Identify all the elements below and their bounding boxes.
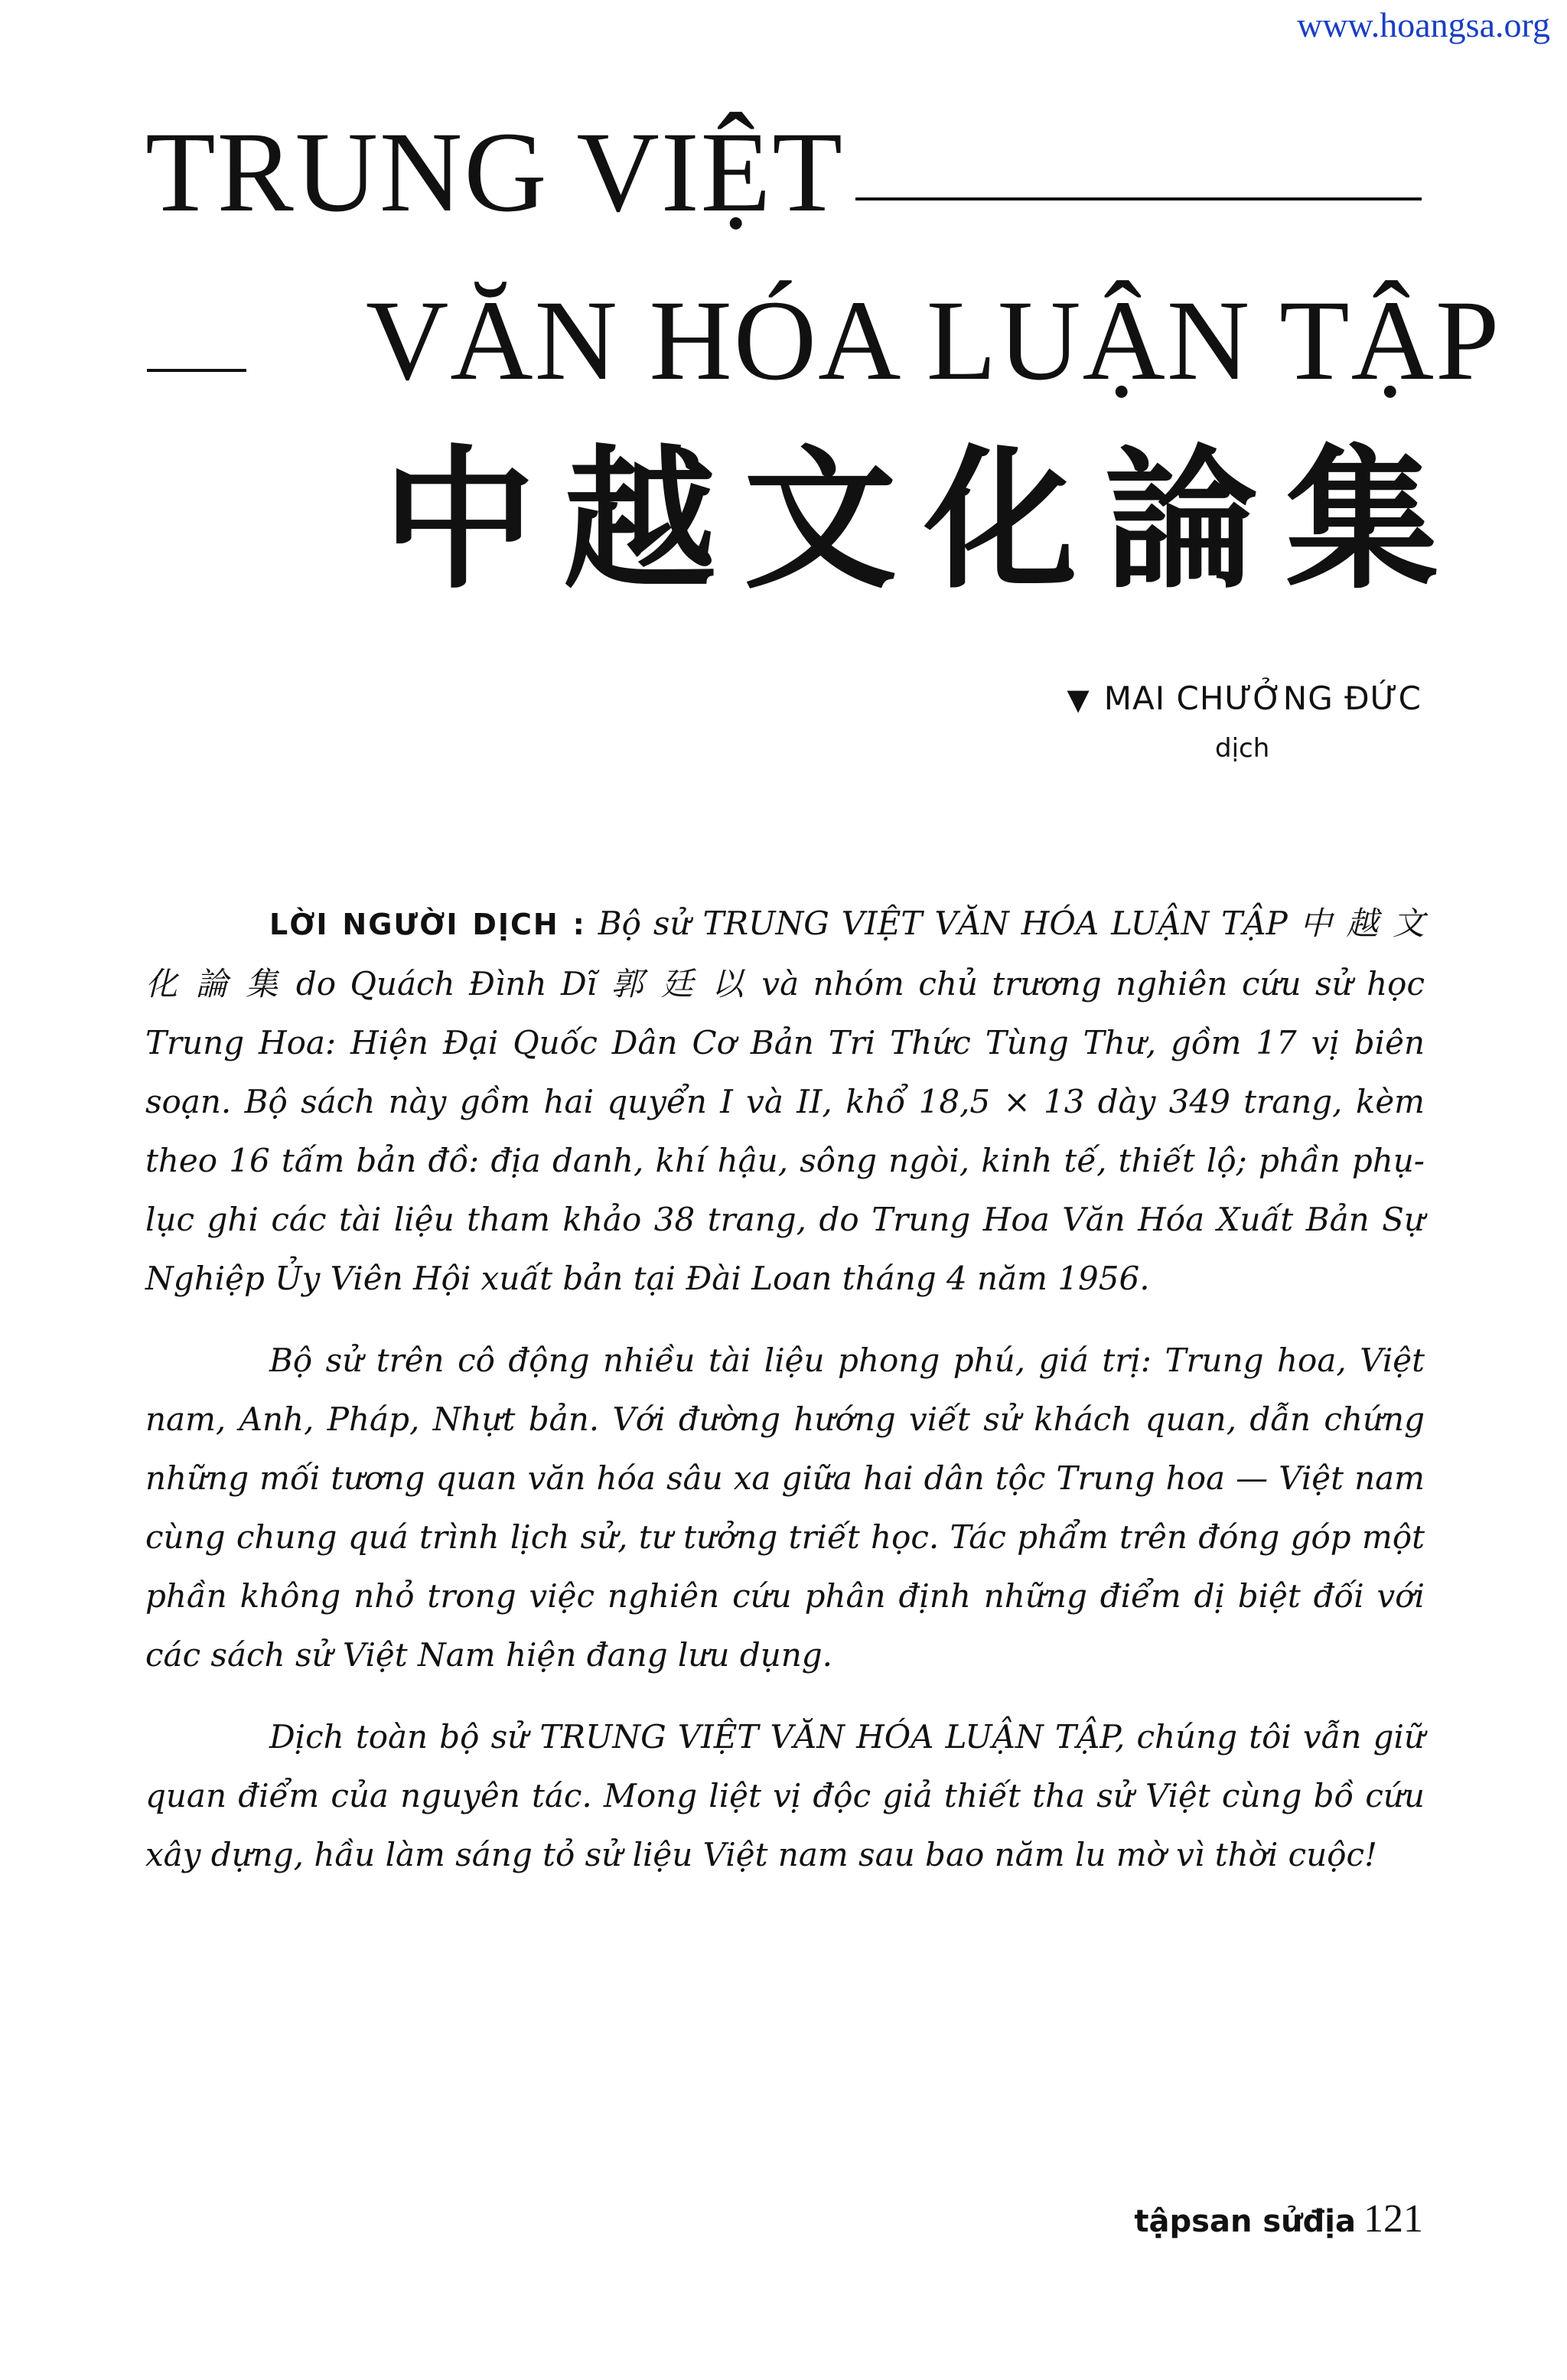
chinese-char: 集: [1285, 430, 1438, 610]
paragraph-3: Dịch toàn bộ sử TRUNG VIỆT VĂN HÓA LUẬN TẬP, chúng tôi vẫn giữ quan điểm của nguyên tác. Mong liệt vị độc giả thiết tha sử Việt cùng bồ cứu xây dựng, hầu làm sáng tỏ sử liệu Việt nam sau bao năm lu mờ vì thời cuộc!: [145, 1718, 1425, 1873]
chinese-title: [383, 430, 1438, 610]
paragraph-2: Bộ sử trên cô động nhiều tài liệu phong phú, giá trị: Trung hoa, Việt nam, Anh, Pháp, Nhựt bản. Với đường hướng viết sử khách quan, dẫn chứng những mối tương quan văn hóa sâu xa giữa hai dân tộc Trung hoa — Việt nam cùng chung quá trình lịch sử, tư tưởng triết học. Tác phẩm trên đóng góp một phần không nhỏ trong việc nghiên cứu phân định những điểm dị biệt đối với các sách sử Việt Nam hiện đang lưu dụng.: [145, 1342, 1425, 1674]
title-rule-left: [147, 369, 246, 372]
chinese-char: 文: [743, 430, 897, 610]
chinese-char: 越: [562, 430, 716, 610]
watermark-url: www.hoangsa.org: [1297, 5, 1550, 44]
chinese-char: 化: [924, 430, 1077, 610]
chinese-char: 中: [383, 430, 536, 610]
triangle-marker-icon: ▼: [1067, 683, 1090, 716]
author-role: dịch: [1215, 733, 1270, 764]
paragraph-1-text: Bộ sử TRUNG VIỆT VĂN HÓA LUẬN TẬP 中 越 文 化 論 集 do Quách Đình Dĩ 郭 廷 以 và nhóm chủ trương nghiên cứu sử học Trung Hoa: Hiện Đại Quốc Dân Cơ Bản Tri Thức Tùng Thư, gồm 17 vị biên soạn. Bộ sách này gồm hai quyển I và II, khổ 18,5 × 13 dày 349 trang, kèm theo 16 tấm bản đồ: địa danh, khí hậu, sông ngòi, kinh tế, thiết lộ; phần phụ-lục ghi các tài liệu tham khảo 38 trang, do Trung Hoa Văn Hóa Xuất Bản Sự Nghiệp Ủy Viên Hội xuất bản tại Đài Loan tháng 4 năm 1956.: [145, 905, 1425, 1297]
title-rule-right: [855, 197, 1422, 201]
author-name: MAI CHƯỞNG ĐỨC: [1103, 680, 1422, 717]
translator-note-heading: LỜI NGƯỜI DỊCH :: [269, 908, 586, 941]
author-line: [1067, 680, 1422, 717]
title-line-2: VĂN HÓA LUẬN TẬP: [366, 277, 1501, 404]
chinese-char: 論: [1104, 430, 1258, 610]
page-number: 121: [1363, 2197, 1423, 2241]
paragraph-1: [145, 894, 1425, 1308]
title-line-1: TRUNG VIỆT: [145, 109, 844, 236]
article-body: [145, 894, 1425, 1907]
magazine-name: tậpsan sửđịa: [1134, 2204, 1356, 2239]
page-footer: [1134, 2196, 1423, 2241]
